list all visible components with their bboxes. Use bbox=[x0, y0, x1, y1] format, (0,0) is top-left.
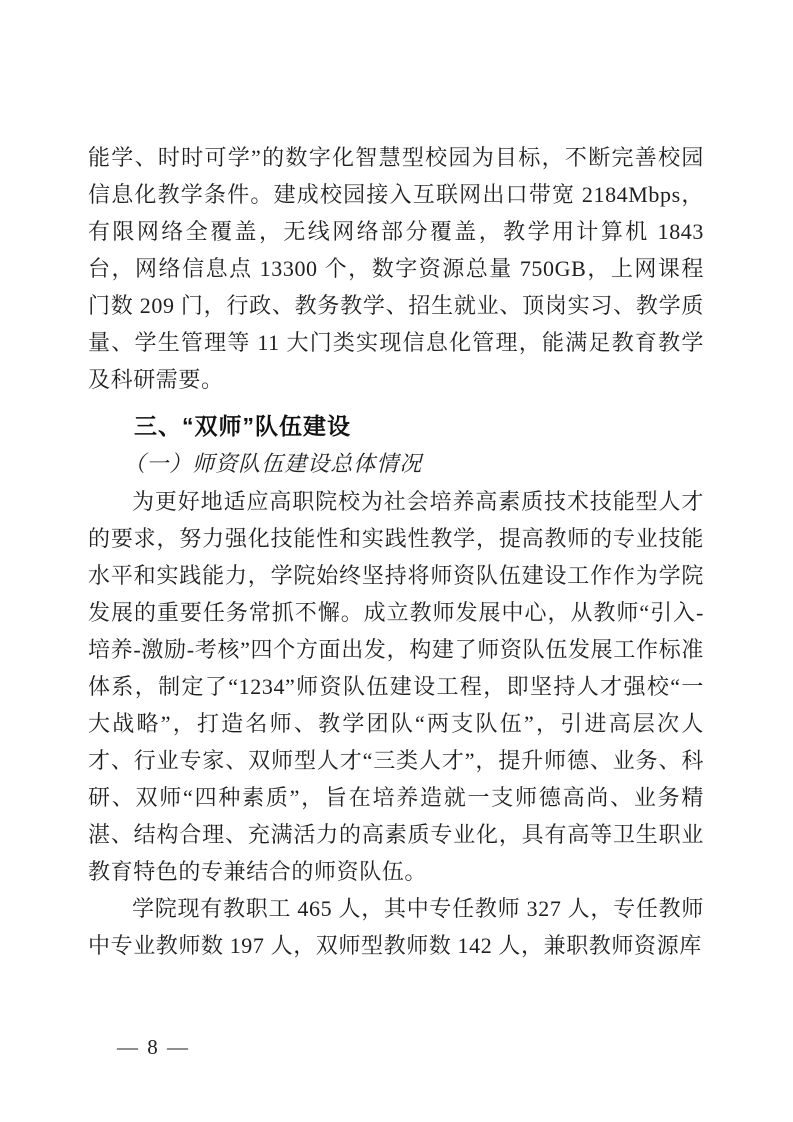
paragraph-faculty-strategy: 为更好地适应高职院校为社会培养高素质技术技能型人才的要求，努力强化技能性和实践性教学，提高教师的专业技能水平和实践能力，学院始终坚持将师资队伍建设工作作为学院发展的重要任务常抓不懈。成立教师发展中心，从教师“引入-培养-激励-考核”四个方面出发，构建了师资队伍发展工作标准体系，制定了“1234”师资队伍建设工程，即坚持人才强校“一大战略”，打造名师、教学团队“两支队伍”，引进高层次人才、行业专家、双师型人才“三类人才”，提升师德、业务、科研、双师“四种素质”，旨在培养造就一支师德高尚、业务精湛、结构合理、充满活力的高素质专业化，具有高等卫生职业教育特色的专兼结合的师资队伍。 bbox=[88, 489, 704, 884]
page-number: — 8 — bbox=[117, 1035, 190, 1059]
paragraph-faculty-numbers: 学院现有教职工 465 人，其中专任教师 327 人，专任教师中专业教师数 197 人，双师型教师数 142 人，兼职教师资源库 bbox=[88, 896, 704, 958]
document-body bbox=[88, 139, 704, 964]
subsection-heading-faculty-overview: （一）师资队伍建设总体情况 bbox=[123, 451, 423, 476]
paragraph-campus-informatization: 能学、时时可学”的数字化智慧型校园为目标，不断完善校园信息化教学条件。建成校园接入互联网出口带宽 2184Mbps，有限网络全覆盖，无线网络部分覆盖，教学用计算机 1843 台，网络信息点 13300 个，数字资源总量 750GB，上网课程门数 209 门，行政、教务教学、招生就业、顶岗实习、教学质量、学生管理等 11 大门类实现信息化管理，能满足教育教学及科研需要。 bbox=[88, 145, 704, 392]
section-heading-dual-qualified-faculty: 三、“双师”队伍建设 bbox=[134, 413, 351, 439]
